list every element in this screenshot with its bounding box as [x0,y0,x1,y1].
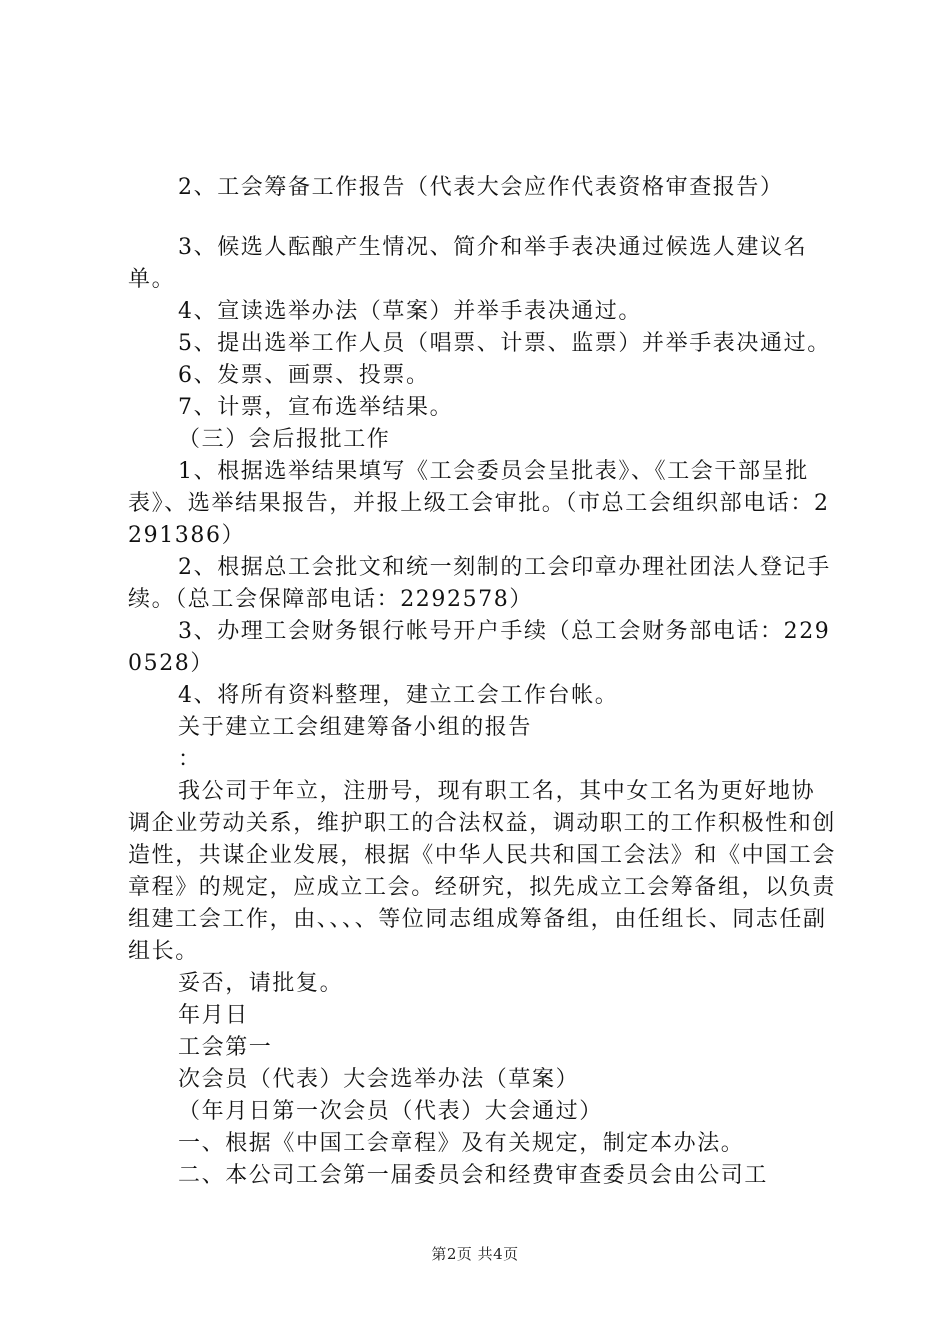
paragraph: 妥否，请批复。 [178,971,344,996]
paragraph: 6、发票、画票、投票。 [178,363,430,388]
paragraph: 4、将所有资料整理，建立工会工作台帐。 [178,683,619,708]
section-title: 次会员（代表）大会选举办法（草案） [178,1067,580,1092]
paragraph: 5、提出选举工作人员（唱票、计票、监票）并举手表决通过。 [178,331,831,356]
paragraph: 2、根据总工会批文和统一刻制的工会印章办理社团法人登记手续。（总工会保障部电话：2292578） [128,555,831,612]
date-line: 年月日 [178,1003,249,1028]
paragraph: 1、根据选举结果填写《工会委员会呈批表》、《工会干部呈批表》、选举结果报告，并报上级工会审批。（市总工会组织部电话：2291386） [128,459,830,548]
report-title: 关于建立工会组建筹备小组的报告 [178,715,533,740]
paragraph: 3、办理工会财务银行帐号开户手续（总工会财务部电话：2290528） [128,619,831,676]
paragraph: 二、本公司工会第一届委员会和经费审查委员会由公司工 [178,1163,769,1188]
paragraph: 3、候选人酝酿产生情况、简介和举手表决通过候选人建议名单。 [128,235,808,292]
paragraph: （年月日第一次会员（代表）大会通过） [178,1099,603,1124]
section-heading: （三）会后报批工作 [178,427,391,452]
paragraph: 7、计票，宣布选举结果。 [178,395,454,420]
paragraph: 工会第一 [178,1035,273,1060]
paragraph: 一、根据《中国工会章程》及有关规定，制定本办法。 [178,1131,745,1156]
page-footer: 第2页 共4页 [431,1245,519,1263]
paragraph: 4、宣读选举办法（草案）并举手表决通过。 [178,299,642,324]
paragraph-gap [128,204,838,232]
document-body [128,172,838,1192]
salutation: ： [178,747,202,772]
paragraph: 2、工会筹备工作报告（代表大会应作代表资格审查报告） [178,175,784,200]
paragraph: 我公司于年立，注册号，现有职工名，其中女工名为更好地协调企业劳动关系，维护职工的合法权益，调动职工的工作积极性和创造性，共谋企业发展，根据《中华人民共和国工会法》和《中国工会章程》的规定，应成立工会。经研究，拟先成立工会筹备组，以负责组建工会工作，由、、、、等位同志组成筹备组，由任组长、同志任副组长。 [128,779,837,964]
